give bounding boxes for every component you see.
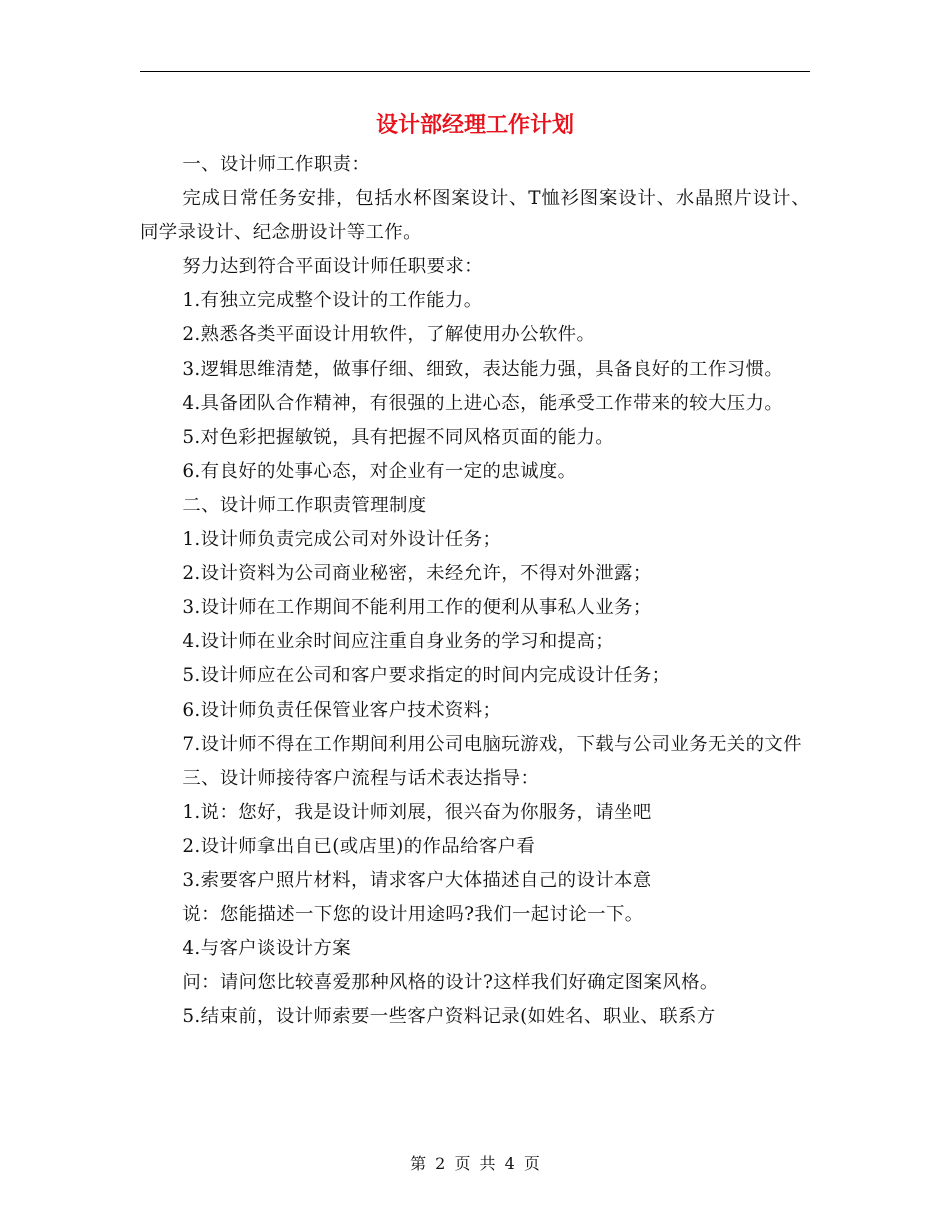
body-paragraph: 6.设计师负责任保管业客户技术资料； [182, 699, 502, 721]
body-paragraph: 5.对色彩把握敏锐，具有把握不同风格页面的能力。 [182, 426, 615, 448]
body-paragraph: 二、设计师工作职责管理制度 [182, 494, 427, 516]
body-paragraph: 5.设计师应在公司和客户要求指定的时间内完成设计任务； [182, 665, 671, 687]
body-paragraph: 说：您能描述一下您的设计用途吗?我们一起讨论一下。 [182, 904, 644, 926]
body-paragraph: 4.设计师在业余时间应注重自身业务的学习和提高； [182, 631, 615, 653]
body-paragraph: 完成日常任务安排，包括水杯图案设计、T恤衫图案设计、水晶照片设计、同学录设计、纪念册设计等工作。 [140, 188, 810, 244]
body-paragraph: 1.设计师负责完成公司对外设计任务； [182, 529, 502, 551]
body-paragraph: 3.索要客户照片材料，请求客户大体描述自己的设计本意 [182, 869, 652, 891]
document-body [140, 148, 810, 1034]
body-paragraph: 7.设计师不得在工作期间利用公司电脑玩游戏，下载与公司业务无关的文件 [182, 733, 802, 755]
body-paragraph: 6.有良好的处事心态，对企业有一定的忠诚度。 [182, 460, 577, 482]
body-paragraph: 2.设计师拿出自已(或店里)的作品给客户看 [182, 835, 536, 857]
body-paragraph: 2.设计资料为公司商业秘密，未经允许，不得对外泄露； [182, 563, 652, 585]
page-number: 第 2 页 共 4 页 [410, 1154, 540, 1173]
header-rule [140, 71, 810, 72]
body-paragraph: 一、设计师工作职责： [182, 154, 371, 175]
body-paragraph: 4.与客户谈设计方案 [182, 938, 351, 960]
body-paragraph: 3.逻辑思维清楚，做事仔细、细致，表达能力强，具备良好的工作习惯。 [182, 358, 784, 380]
body-paragraph: 三、设计师接待客户流程与话术表达指导： [182, 767, 540, 789]
body-paragraph: 3.设计师在工作期间不能利用工作的便利从事私人业务； [182, 597, 652, 619]
body-paragraph: 5.结束前，设计师索要一些客户资料记录(如姓名、职业、联系方 [182, 1006, 716, 1028]
body-paragraph: 1.说：您好，我是设计师刘展，很兴奋为你服务，请坐吧 [182, 801, 652, 823]
document-title: 设计部经理工作计划 [375, 113, 574, 138]
body-paragraph: 1.有独立完成整个设计的工作能力。 [182, 290, 483, 312]
body-paragraph: 4.具备团队合作精神，有很强的上进心态，能承受工作带来的较大压力。 [182, 392, 784, 414]
body-paragraph: 问：请问您比较喜爱那种风格的设计?这样我们好确定图案风格。 [182, 972, 719, 994]
body-paragraph: 2.熟悉各类平面设计用软件，了解使用办公软件。 [182, 324, 596, 346]
body-paragraph: 努力达到符合平面设计师任职要求： [182, 256, 483, 278]
